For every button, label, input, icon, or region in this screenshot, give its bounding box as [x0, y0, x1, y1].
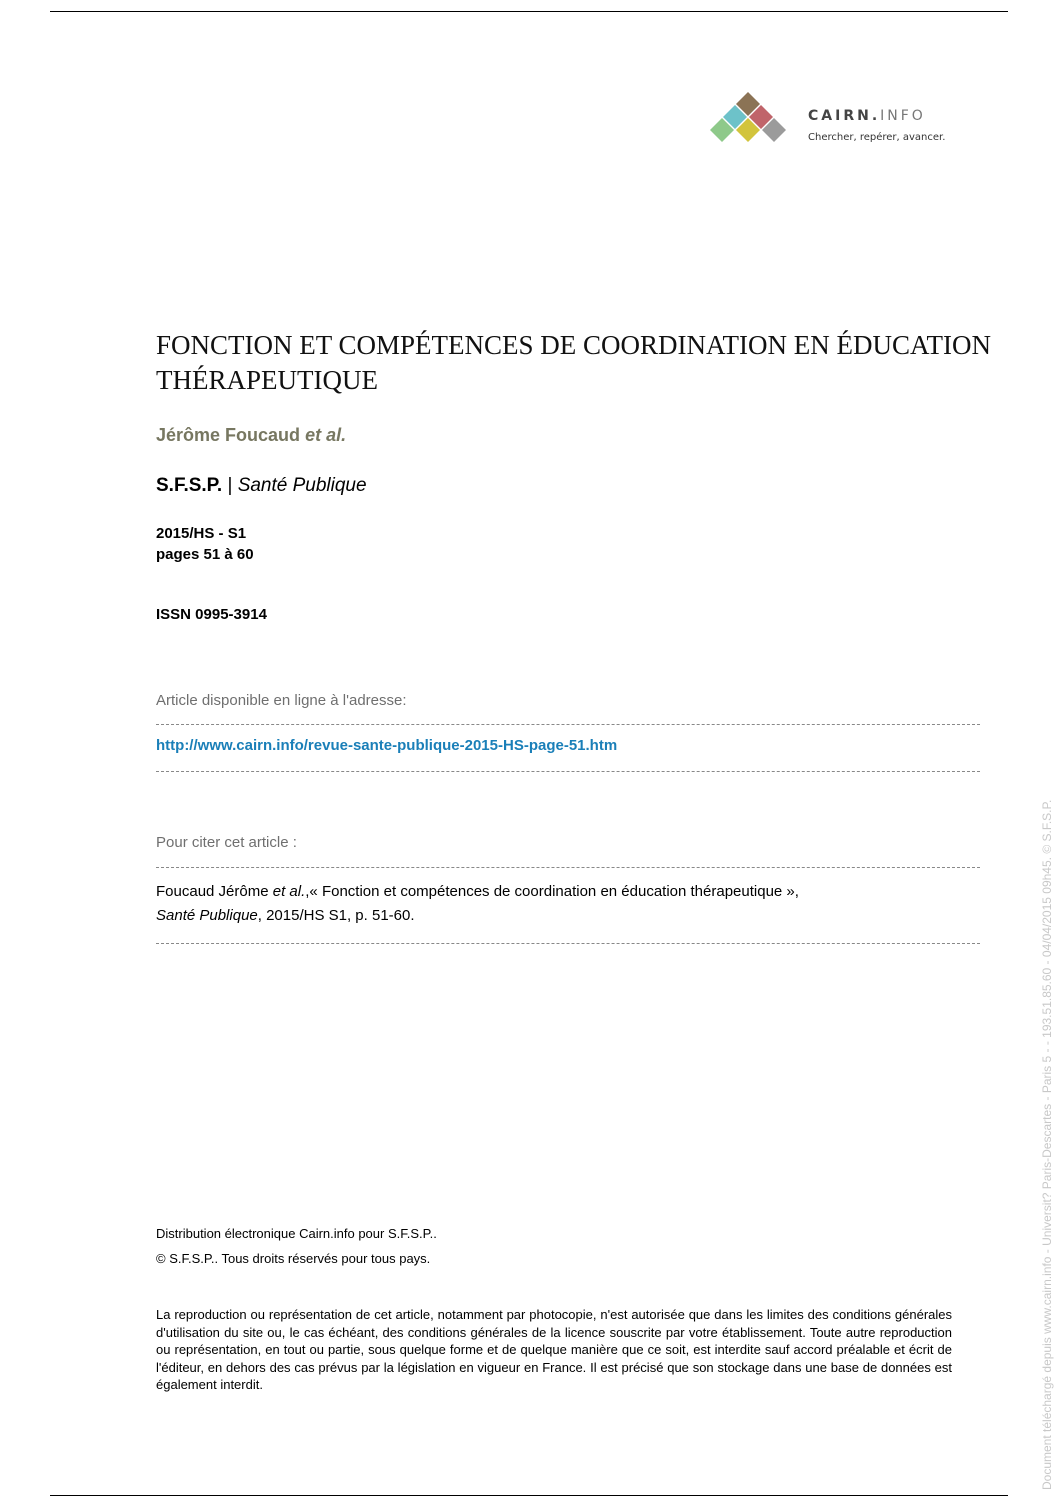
article-authors: [156, 425, 346, 446]
bottom-rule: [50, 1495, 1008, 1496]
page-range: pages 51 à 60: [156, 546, 254, 563]
cite-label: Pour citer cet article :: [156, 834, 297, 851]
download-watermark: Document téléchargé depuis www.cairn.info - Universit? Paris-Descartes - Paris 5 - - 193.51.85.60 - 04/04/2015 09h45. © S.F.S.P.: [1040, 799, 1054, 1490]
author-name: Jérôme Foucaud: [156, 425, 301, 445]
logo-tagline: Chercher, repérer, avancer.: [808, 132, 946, 143]
issn: ISSN 0995-3914: [156, 606, 267, 623]
journal-separator: |: [227, 475, 233, 496]
copyright-notice: © S.F.S.P.. Tous droits réservés pour tous pays.: [156, 1251, 431, 1266]
citation-author: Foucaud Jérôme: [156, 883, 269, 900]
article-title: FONCTION ET COMPÉTENCES DE COORDINATION EN ÉDUCATION THÉRAPEUTIQUE: [156, 330, 991, 395]
distribution-notice: Distribution électronique Cairn.info pour S.F.S.P..: [156, 1226, 437, 1241]
journal-line: [156, 475, 367, 497]
dashed-divider: [156, 943, 980, 944]
dashed-divider: [156, 867, 980, 868]
dashed-divider: [156, 771, 980, 772]
dashed-divider: [156, 724, 980, 725]
cairn-diamonds-icon: [708, 90, 798, 150]
citation-details: , 2015/HS S1, p. 51-60.: [257, 907, 415, 924]
legal-notice: La reproduction ou représentation de cet article, notamment par photocopie, n'est autorisée que dans les limites des conditions générales d'utilisation du site ou, le cas échéant, des conditions générales de la licence souscrite par votre établissement. Toute autre reproduction ou représentation, en tout ou partie, sous quelque forme et de quelque manière que ce soit, est interdite sauf accord préalable et écrit de l'éditeur, en dehors des cas prévus par la législation en vigueur en France. Il est précisé que son stockage dans une base de données est également interdit.: [156, 1307, 952, 1393]
citation-line-2: [156, 907, 415, 924]
top-rule: [50, 11, 1008, 12]
online-label: Article disponible en ligne à l'adresse:: [156, 692, 407, 709]
author-etal: et al.: [305, 425, 347, 445]
citation-journal: Santé Publique: [156, 907, 258, 924]
logo-wordmark: [808, 108, 926, 124]
citation-line-1: [156, 883, 799, 900]
article-url-link[interactable]: http://www.cairn.info/revue-sante-publique-2015-HS-page-51.htm: [156, 737, 618, 754]
logo-brand-info: INFO: [880, 108, 926, 124]
logo-brand-main: CAIRN: [808, 108, 872, 124]
issue-number: 2015/HS - S1: [156, 525, 247, 542]
citation-etal: et al.: [272, 883, 306, 900]
logo-brand-sep: .: [871, 108, 881, 124]
citation-title: ,« Fonction et compétences de coordination en éducation thérapeutique »,: [305, 883, 799, 900]
journal-name: Santé Publique: [237, 475, 367, 496]
publisher-name: S.F.S.P.: [156, 475, 223, 496]
